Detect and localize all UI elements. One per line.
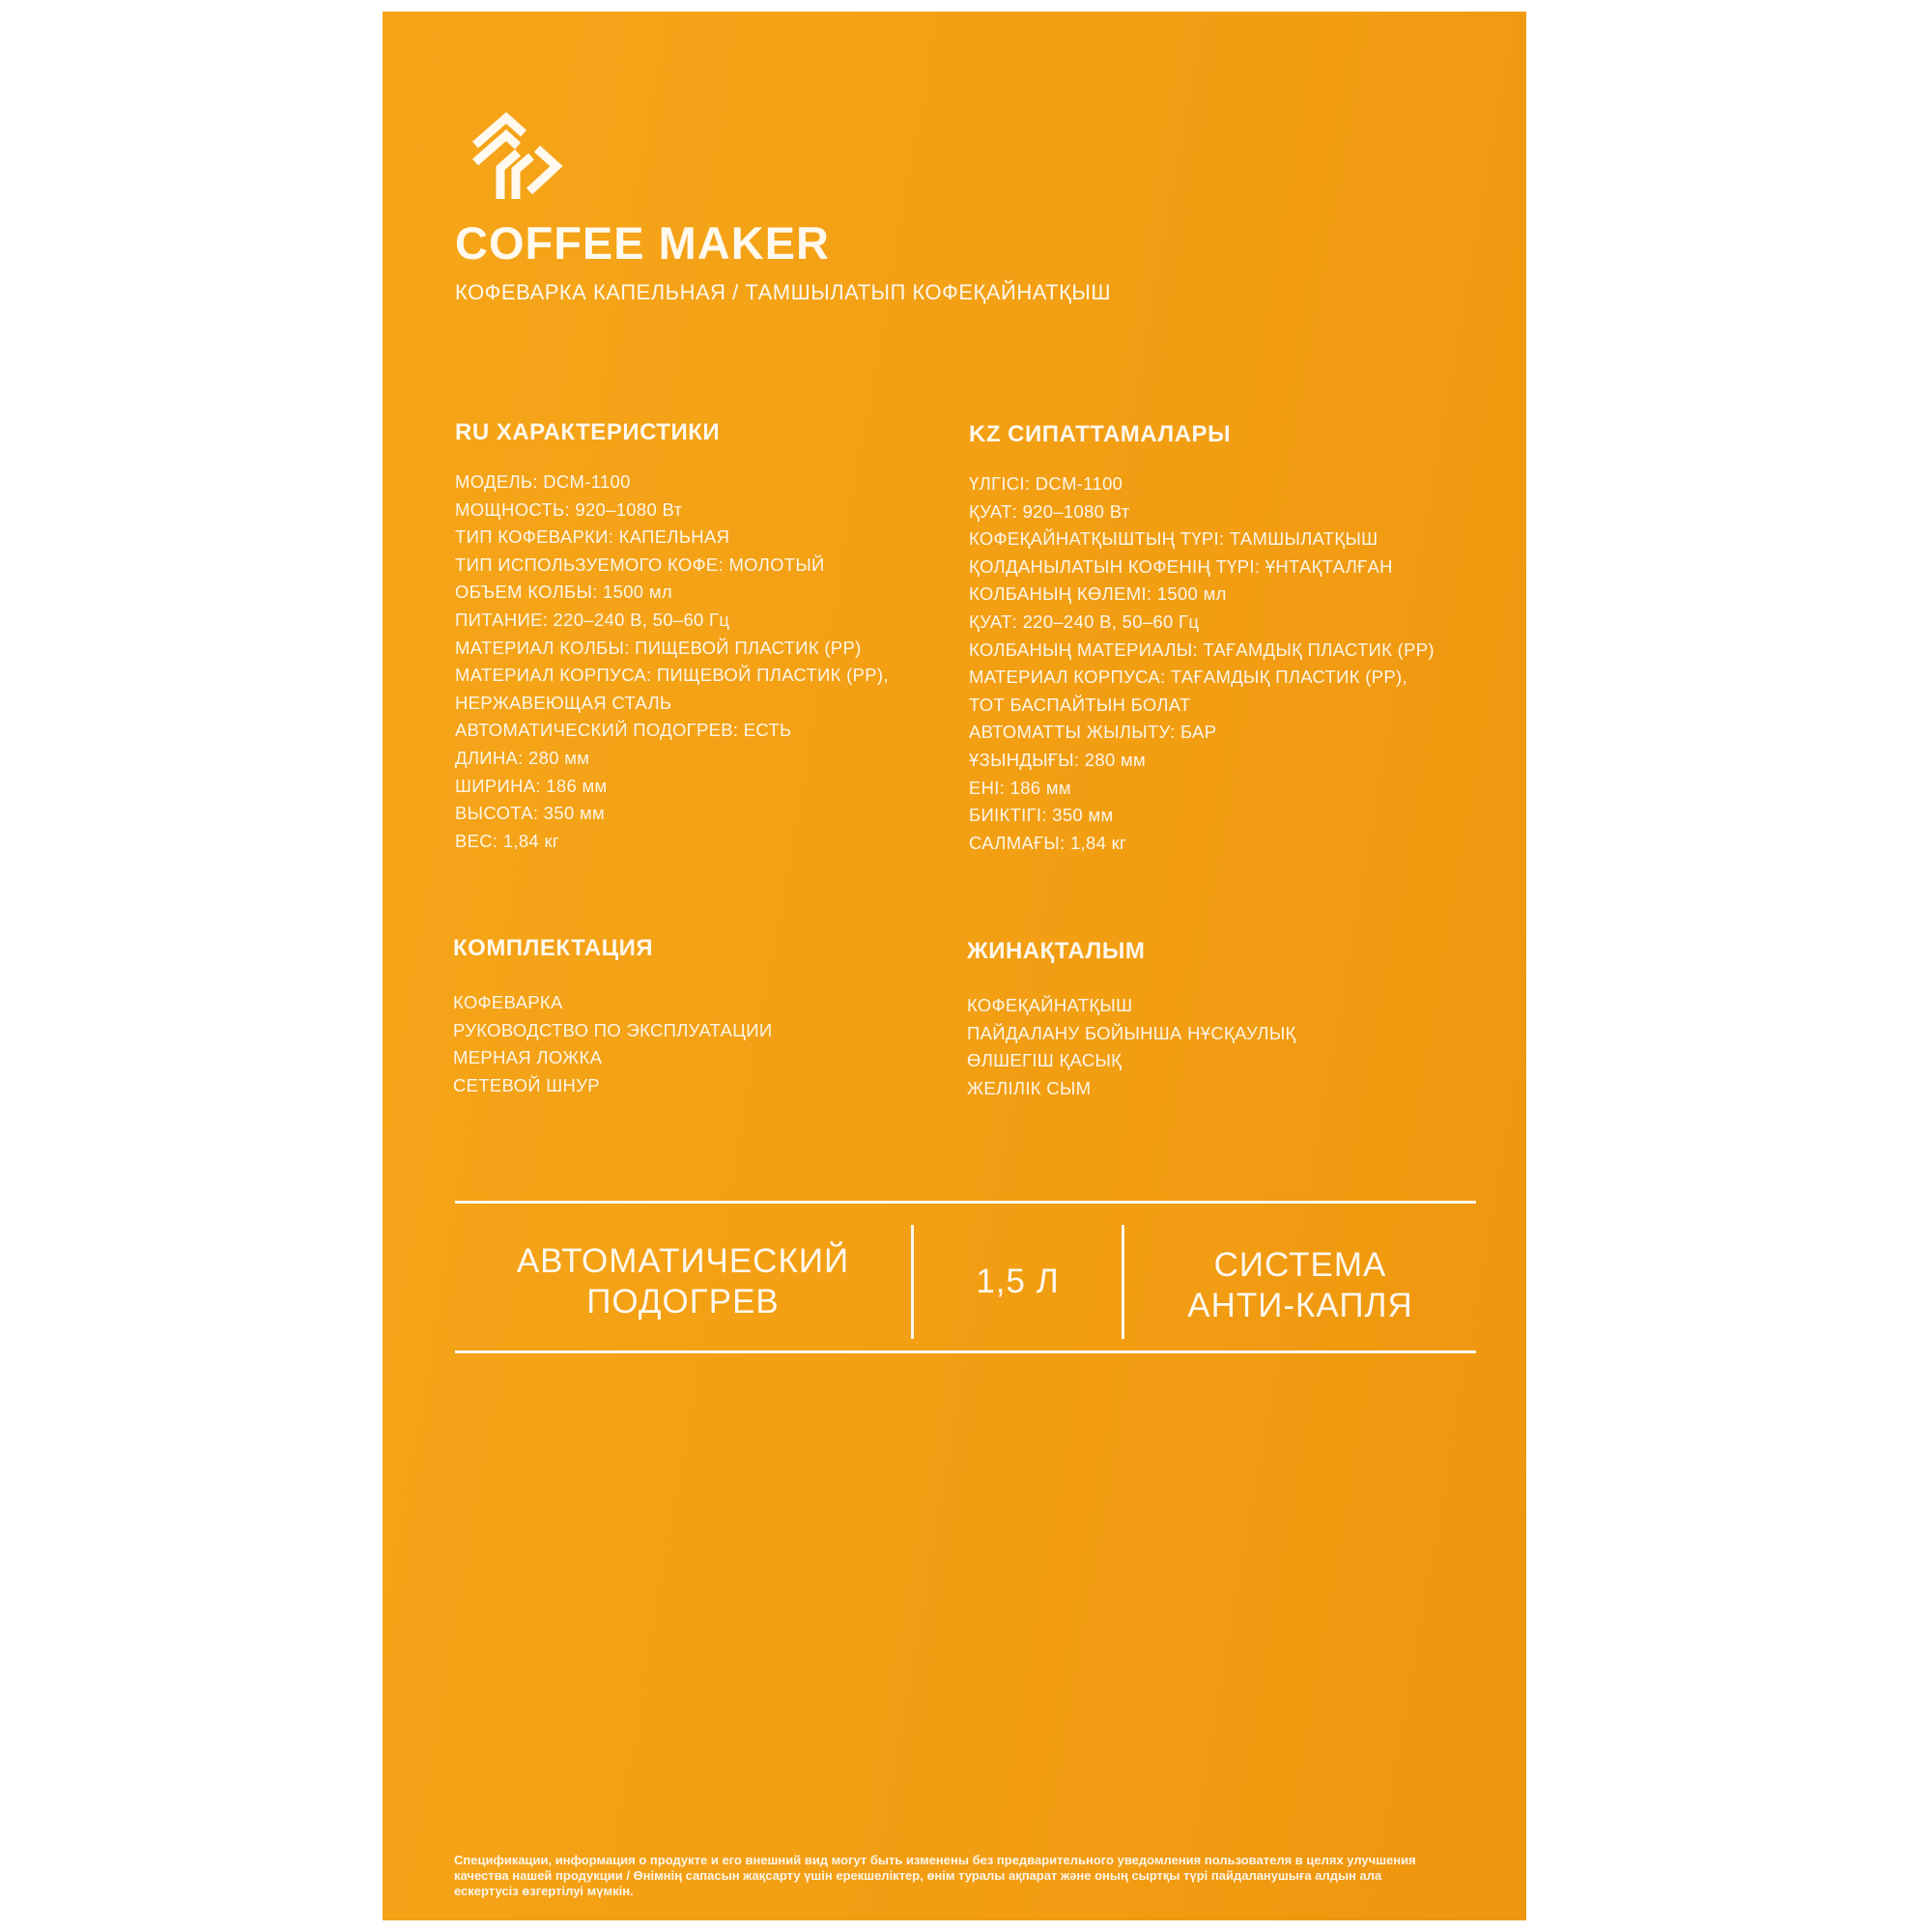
brand-logo-icon [468,106,564,203]
list-item: САЛМАҒЫ: 1,84 кг [969,832,1127,853]
list-item: НЕРЖАВЕЮЩАЯ СТАЛЬ [455,692,672,713]
feature-line: ПОДОГРЕВ [586,1283,780,1321]
disclaimer-text: Спецификации, информация о продукте и его внешний вид могут быть изменены без предварительного уведомления пользователя в целях улучшения качества нашей продукции / Өнімнің сапасын жақсарту үшін ерекшеліктер, өнім туралы ақпарат және оның сыртқы түрі пайдаланушыға алдын ала ескертусіз өзгертілуі мүмкін. [454,1853,1416,1898]
list-item: ҰЗЫНДЫҒЫ: 280 мм [969,749,1147,770]
list-item: РУКОВОДСТВО ПО ЭКСПЛУАТАЦИИ [453,1019,773,1040]
list-item: СЕТЕВОЙ ШНУР [453,1074,600,1095]
list-item: ЕНІ: 186 мм [969,777,1071,798]
specs-ru-list [455,469,889,855]
product-title: COFFEE MAKER [455,217,830,269]
feature-line: АВТОМАТИЧЕСКИЙ [516,1242,850,1280]
list-item: ВЫСОТА: 350 мм [455,803,606,824]
list-item: МЕРНАЯ ЛОЖКА [453,1047,603,1068]
feature-anti-drip [1124,1245,1476,1326]
list-item: ӨЛШЕГІШ ҚАСЫҚ [967,1050,1122,1071]
package-kz-list [967,992,1296,1102]
list-item: ПАЙДАЛАНУ БОЙЫНША НҰСҚАУЛЫҚ [967,1022,1296,1043]
list-item: ПИТАНИЕ: 220–240 В, 50–60 Гц [455,609,730,630]
list-item: КОФЕҚАЙНАТҚЫШ [967,995,1133,1015]
specs-kz-list [969,470,1435,857]
package-kz-heading: ЖИНАҚТАЛЫМ [967,938,1146,964]
list-item: ҚОЛДАНЫЛАТЫН КОФЕНІҢ ТҮРІ: ҰНТАҚТАЛҒАН [969,555,1393,577]
list-item: ҚУАТ: 220–240 В, 50–60 Гц [969,611,1200,632]
list-item: ҮЛГІСІ: DCM-1100 [969,473,1123,494]
package-ru-heading: КОМПЛЕКТАЦИЯ [453,935,654,961]
specs-ru-heading: RU ХАРАКТЕРИСТИКИ [455,419,721,445]
list-item: ШИРИНА: 186 мм [455,775,608,796]
list-item: АВТОМАТТЫ ЖЫЛЫТУ: БАР [969,722,1217,743]
product-subtitle: КОФЕВАРКА КАПЕЛЬНАЯ / ТАМШЫЛАТЫП КОФЕҚАЙНАТҚЫШ [455,280,1112,304]
feature-line: 1,5 Л [976,1263,1060,1300]
feature-capacity [914,1262,1122,1302]
feature-band-bottom-rule [455,1350,1476,1353]
feature-auto-heating [455,1241,911,1322]
list-item: ТИП ИСПОЛЬЗУЕМОГО КОФЕ: МОЛОТЫЙ [455,554,825,575]
list-item: АВТОМАТИЧЕСКИЙ ПОДОГРЕВ: ЕСТЬ [455,720,792,741]
list-item: КОФЕҚАЙНАТҚЫШТЫҢ ТҮРІ: ТАМШЫЛАТҚЫШ [969,528,1378,550]
feature-band-top-rule [455,1201,1476,1204]
product-info-card [383,12,1526,1920]
package-ru-list [453,989,773,1099]
list-item: КОФЕВАРКА [453,992,563,1012]
list-item: МАТЕРИАЛ КОРПУСА: ПИЩЕВОЙ ПЛАСТИК (PP), [455,665,889,686]
list-item: ТИП КОФЕВАРКИ: КАПЕЛЬНАЯ [455,526,730,548]
list-item: ОБЪЕМ КОЛБЫ: 1500 мл [455,582,672,603]
specs-kz-heading: KZ СИПАТТАМАЛАРЫ [969,421,1232,447]
list-item: ҚУАТ: 920–1080 Вт [969,500,1130,522]
list-item: ЖЕЛІЛІК СЫМ [967,1077,1092,1098]
list-item: ТОТ БАСПАЙТЫН БОЛАТ [969,694,1191,715]
list-item: МОЩНОСТЬ: 920–1080 Вт [455,498,683,520]
feature-line: АНТИ-КАПЛЯ [1187,1287,1413,1324]
list-item: МАТЕРИАЛ КОЛБЫ: ПИЩЕВОЙ ПЛАСТИК (PP) [455,637,862,658]
feature-line: СИСТЕМА [1213,1246,1387,1284]
list-item: КОЛБАНЫҢ МАТЕРИАЛЫ: ТАҒАМДЫҚ ПЛАСТИК (PP) [969,639,1435,660]
list-item: КОЛБАНЫҢ КӨЛЕМІ: 1500 мл [969,583,1227,605]
list-item: ВЕС: 1,84 кг [455,830,559,851]
list-item: МОДЕЛЬ: DCM-1100 [455,471,631,492]
list-item: МАТЕРИАЛ КОРПУСА: ТАҒАМДЫҚ ПЛАСТИК (PP), [969,667,1407,688]
list-item: БИІКТІГІ: 350 мм [969,805,1114,826]
list-item: ДЛИНА: 280 мм [455,747,590,768]
